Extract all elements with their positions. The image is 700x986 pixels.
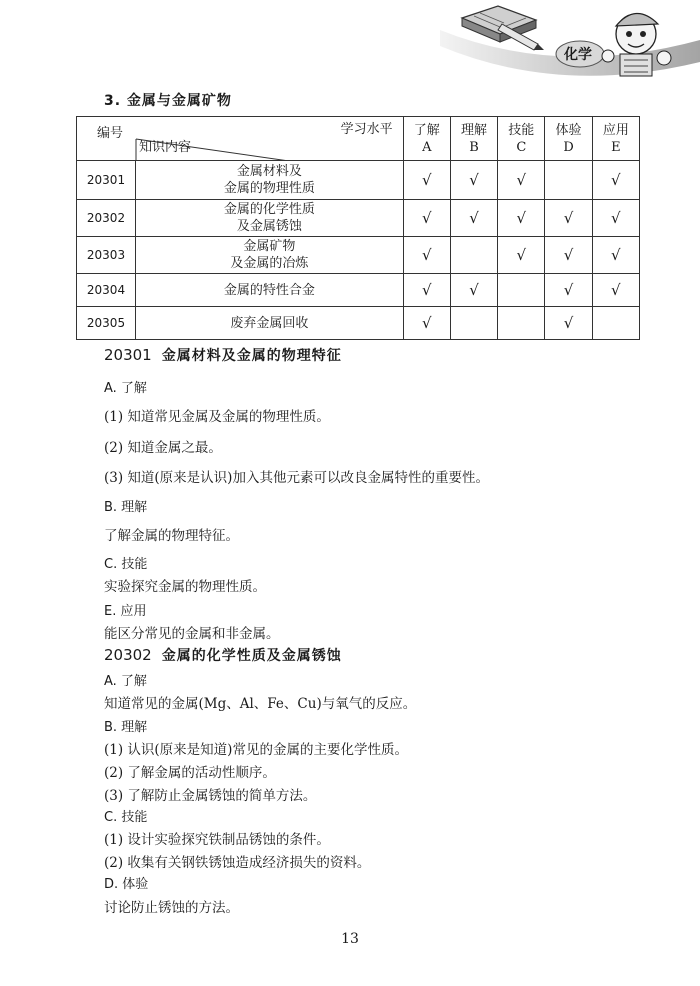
level-header-e: 应用 E — [592, 117, 639, 161]
subheading-b: B. 理解 — [104, 720, 148, 735]
row-content: 金属矿物 及金属的冶炼 — [136, 237, 404, 274]
row-content: 废弃金属回收 — [136, 307, 404, 340]
level-header-a: 了解 A — [403, 117, 450, 161]
check-cell — [498, 307, 545, 340]
level-header-b: 理解 B — [450, 117, 497, 161]
knowledge-header: 知识内容 — [139, 140, 192, 155]
check-cell: √ — [498, 161, 545, 200]
check-cell — [450, 307, 497, 340]
subheading-a: A. 了解 — [104, 381, 147, 396]
check-cell: √ — [403, 274, 450, 307]
check-cell: √ — [592, 161, 639, 200]
text-line: 实验探究金属的物理性质。 — [104, 579, 266, 595]
table-row — [77, 274, 640, 307]
level-header-d: 体验 D — [545, 117, 592, 161]
text-line: (3) 了解防止金属锈蚀的简单方法。 — [104, 788, 317, 804]
text-line: 讨论防止锈蚀的方法。 — [104, 900, 239, 916]
table-row — [77, 237, 640, 274]
subheading-d: D. 体验 — [104, 877, 149, 892]
check-cell: √ — [592, 274, 639, 307]
row-content: 金属的化学性质 及金属锈蚀 — [136, 200, 404, 237]
check-cell: √ — [545, 200, 592, 237]
check-cell: √ — [450, 274, 497, 307]
check-cell: √ — [498, 200, 545, 237]
check-cell — [592, 307, 639, 340]
check-cell: √ — [403, 237, 450, 274]
level-header: 学习水平 — [340, 122, 393, 137]
row-code: 20301 — [77, 161, 136, 200]
subheading-e: E. 应用 — [104, 604, 147, 619]
check-cell — [498, 274, 545, 307]
text-line: (1) 设计实验探究铁制品锈蚀的条件。 — [104, 832, 330, 848]
subheading-c: C. 技能 — [104, 557, 148, 572]
table-row — [77, 161, 640, 200]
row-code: 20304 — [77, 274, 136, 307]
row-content: 金属材料及 金属的物理性质 — [136, 161, 404, 200]
section-heading-20301: 20301 金属材料及金属的物理特征 — [104, 346, 342, 364]
check-cell: √ — [403, 200, 450, 237]
text-line: (2) 知道金属之最。 — [104, 440, 222, 456]
check-cell — [450, 237, 497, 274]
diagonal-header-cell — [77, 117, 404, 161]
section-title: 3. 金属与金属矿物 — [104, 93, 232, 109]
table-row — [77, 307, 640, 340]
check-cell: √ — [403, 307, 450, 340]
text-line: (2) 了解金属的活动性顺序。 — [104, 765, 276, 781]
check-cell: √ — [592, 200, 639, 237]
subject-badge: 化学 — [564, 47, 592, 63]
row-code: 20302 — [77, 200, 136, 237]
check-cell: √ — [592, 237, 639, 274]
section-heading-20302: 20302 金属的化学性质及金属锈蚀 — [104, 646, 342, 664]
text-line: (1) 认识(原来是知道)常见的金属的主要化学性质。 — [104, 742, 408, 758]
table-row — [77, 200, 640, 237]
text-line: (3) 知道(原来是认识)加入其他元素可以改良金属特性的重要性。 — [104, 470, 489, 486]
text-line: 能区分常见的金属和非金属。 — [104, 626, 280, 642]
standards-table — [76, 116, 640, 340]
check-cell: √ — [450, 200, 497, 237]
page-number: 13 — [341, 931, 359, 947]
level-header-c: 技能 C — [498, 117, 545, 161]
row-content: 金属的特性合金 — [136, 274, 404, 307]
code-header: 编号 — [97, 126, 124, 141]
check-cell — [545, 161, 592, 200]
text-line: (2) 收集有关钢铁锈蚀造成经济损失的资料。 — [104, 855, 371, 871]
check-cell: √ — [545, 274, 592, 307]
row-code: 20305 — [77, 307, 136, 340]
text-line: 了解金属的物理特征。 — [104, 528, 239, 544]
row-code: 20303 — [77, 237, 136, 274]
subheading-a: A. 了解 — [104, 674, 147, 689]
check-cell: √ — [498, 237, 545, 274]
text-line: 知道常见的金属(Mg、Al、Fe、Cu)与氧气的反应。 — [104, 696, 417, 712]
check-cell: √ — [545, 237, 592, 274]
header-decoration — [440, 0, 700, 86]
subheading-b: B. 理解 — [104, 500, 148, 515]
check-cell: √ — [450, 161, 497, 200]
check-cell: √ — [403, 161, 450, 200]
book-pencil-illustration — [440, 0, 700, 86]
check-cell: √ — [545, 307, 592, 340]
text-line: (1) 知道常见金属及金属的物理性质。 — [104, 409, 330, 425]
table-header-row — [77, 117, 640, 161]
subheading-c: C. 技能 — [104, 810, 148, 825]
